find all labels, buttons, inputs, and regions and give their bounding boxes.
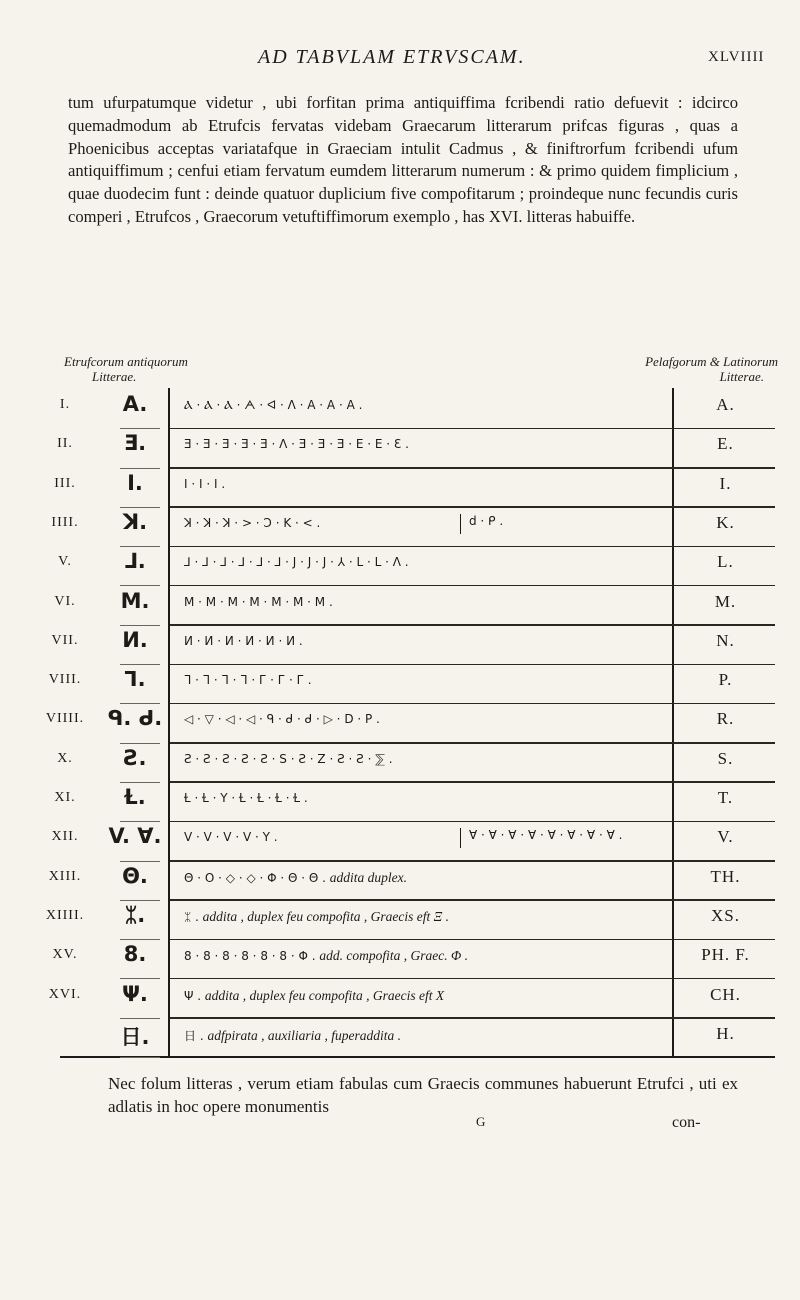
- latin-header-line2: Litterae.: [719, 369, 764, 384]
- table-row: [57, 429, 775, 468]
- etruscan-letter: Ƨ.: [123, 745, 147, 770]
- table-row: [54, 587, 775, 626]
- catchword: con-: [672, 1114, 701, 1131]
- etruscan-column-header: [64, 354, 188, 384]
- etruscan-letter: Ɫ.: [124, 785, 146, 809]
- latin-equivalent: A.: [716, 395, 735, 414]
- table-row: [48, 665, 775, 704]
- table-row: [54, 469, 775, 508]
- latin-equivalent: S.: [717, 748, 734, 768]
- table-row: [57, 744, 775, 783]
- latin-equivalent: T.: [717, 788, 734, 807]
- table-row: [52, 940, 775, 979]
- letter-variants: [184, 595, 669, 609]
- latin-equivalent: CH.: [710, 984, 741, 1004]
- etruscan-letter: M.: [120, 588, 150, 613]
- letter-variants: [184, 477, 669, 491]
- table-row: [60, 1019, 775, 1058]
- running-header: [0, 46, 800, 86]
- latin-header-line1: Pelafgorum & Latinorum: [645, 354, 778, 369]
- variant-note: addita duplex.: [329, 869, 408, 885]
- row-numeral: XIII.: [48, 868, 82, 884]
- latin-equivalent: XS.: [711, 905, 740, 925]
- letter-variants-secondary: Ɐ · Ɐ · Ɐ · Ɐ · Ɐ · Ɐ · Ɐ · Ɐ .: [460, 828, 669, 848]
- letter-variants: [184, 555, 669, 569]
- variant-note: addita , duplex feu compofita , Graecis eft Ξ .: [202, 908, 449, 924]
- etruscan-letter: ᑫ. ᑯ.: [107, 706, 163, 731]
- etruscan-letter: V. Ɐ.: [108, 824, 162, 849]
- closing-paragraph: [108, 1072, 738, 1118]
- variant-note: addita , duplex feu compofita , Graecis eft X: [204, 987, 445, 1003]
- signature-mark: G: [476, 1114, 486, 1129]
- variant-forms: Ψ .: [184, 988, 205, 1003]
- table-row: [51, 822, 775, 861]
- letter-variants: [184, 1027, 669, 1044]
- variant-forms: I · I · I .: [184, 476, 226, 491]
- etruscan-letter: A.: [122, 392, 148, 416]
- letter-variants: [184, 752, 669, 766]
- latin-column-header: [645, 354, 778, 384]
- etruscan-letter: ᒣ.: [124, 667, 146, 692]
- etruscan-header-line1: Etrufcorum antiquorum: [64, 354, 188, 369]
- row-numeral: II.: [57, 436, 73, 452]
- row-numeral: X.: [57, 750, 73, 766]
- variant-forms: M · M · M · M · M · M · M .: [184, 594, 333, 609]
- table-row: [45, 901, 775, 940]
- letter-variants: [184, 870, 669, 886]
- latin-equivalent: P.: [718, 670, 733, 690]
- letter-variants: [184, 791, 669, 805]
- etruscan-letter: Θ.: [122, 863, 148, 888]
- variant-forms: Ⲁ · Ⲁ · Ⲁ · ᗅ · ᐊ · Λ · A · A · A .: [184, 398, 363, 412]
- row-rule-left: [120, 1057, 160, 1058]
- variant-forms: V · V · V · V · Y .: [184, 830, 278, 845]
- table-row: [60, 547, 775, 586]
- latin-equivalent: H.: [716, 1023, 735, 1043]
- table-row: [60, 390, 775, 429]
- variant-forms: И · И · И · И · И · И .: [184, 633, 303, 648]
- variant-forms: ◁ · ▽ · ◁ · ◁ · ᑫ · ᑯ · ᑯ · ▷ · D · P .: [184, 712, 380, 727]
- variant-forms: ꓘ · ꓘ · ꓘ · > · Ↄ · K · < .: [184, 515, 321, 530]
- row-numeral: I.: [59, 397, 71, 412]
- variant-note: add. compofita , Graec. Φ .: [319, 948, 468, 964]
- letter-variants: [184, 673, 669, 687]
- variant-forms: Ƨ · Ƨ · Ƨ · Ƨ · Ƨ · S · Ƨ · Z · Ƨ · Ƨ · ⅀ .: [184, 751, 393, 766]
- variant-note: adfpirata , auxiliaria , fuperaddita .: [207, 1027, 401, 1043]
- row-numeral: XIIII.: [45, 907, 85, 923]
- latin-equivalent: PH. F.: [701, 945, 750, 965]
- row-numeral: XV.: [52, 947, 78, 963]
- intro-paragraph: [68, 92, 738, 229]
- variant-forms: ᛯ .: [184, 909, 203, 924]
- intro-text: tum ufurpatumque videtur , ubi forfitan prima antiquiffima fcribendi ratio defuevit : idcirco quemadmodum ab Etrufcis fervatas videbam Graecarum litterarum prifcas figuras , quas a Phoenicibus acceptas variatafque in Graeciam intulit Cadmus , & finiftrorfum fcribendi ufum antiquiffimum ; cenfui etiam fervatum eumdem litterarum numerum : & primo quidem fimplicium , quae duodecim funt : deinde quatuor duplicium five compofitarum ; proindeque nunc fecundis curis comperi , Etrufcos , Graecorum vetuftiffimorum exemplo , has XVI. litteras habuiffe.: [68, 93, 738, 226]
- row-numeral: V.: [58, 554, 72, 570]
- table-row: [48, 862, 775, 901]
- table-row: [54, 783, 775, 822]
- row-numeral: VIIII.: [45, 711, 85, 727]
- etruscan-letter: I.: [127, 470, 143, 495]
- table-row: [51, 626, 775, 665]
- row-numeral: III.: [54, 475, 76, 491]
- latin-equivalent: L.: [717, 552, 734, 572]
- latin-equivalent: M.: [714, 591, 737, 611]
- letter-variants: [184, 437, 669, 451]
- alphabet-table: [45, 388, 775, 1058]
- etruscan-letter: И.: [122, 627, 148, 652]
- row-numeral: IIII.: [51, 514, 79, 530]
- row-numeral: XI.: [54, 790, 76, 805]
- latin-equivalent: E.: [717, 434, 734, 454]
- closing-text: Nec folum litteras , verum etiam fabulas cum Graecis communes habuerunt Etrufci , uti ex adlatis in hoc opere monumentis: [108, 1074, 738, 1116]
- table-row: [51, 508, 775, 547]
- variant-forms: Ǝ · Ǝ · Ǝ · Ǝ · Ǝ · ⴷ · Ǝ · Ǝ · Ǝ · E · E · Ɛ .: [184, 437, 409, 452]
- page-footer: [0, 1114, 800, 1138]
- letter-variants: [184, 712, 669, 726]
- latin-equivalent: V.: [717, 827, 734, 847]
- etruscan-letter: Ǝ.: [123, 431, 147, 456]
- etruscan-letter: ᛯ.: [124, 902, 146, 927]
- etruscan-letter: 8.: [123, 942, 147, 967]
- letter-variants: [184, 988, 669, 1004]
- row-numeral: XVI.: [48, 986, 82, 1002]
- row-numeral: XII.: [51, 829, 79, 845]
- letter-variants: [184, 948, 669, 964]
- variant-forms: 日 .: [184, 1028, 208, 1043]
- running-title: AD TABVLAM ETRVSCAM.: [258, 46, 526, 68]
- variant-forms: ⅃ · ⅃ · ⅃ · ⅃ · ⅃ · ⅃ · J · J · J · ⅄ · L · L · Λ .: [184, 555, 409, 570]
- variant-forms: Ɫ · Ɫ · Y · Ɫ · Ɫ · Ɫ · Ɫ .: [184, 791, 308, 805]
- row-numeral: VIII.: [48, 672, 82, 688]
- etruscan-header-line2: Litterae.: [92, 369, 137, 384]
- table-row: [48, 980, 775, 1019]
- variant-forms: ᒣ · ᒣ · ᒣ · ᒣ · Г · Г · Г .: [184, 673, 312, 688]
- row-numeral: VII.: [51, 632, 79, 648]
- letter-variants: [184, 634, 669, 648]
- latin-equivalent: TH.: [710, 866, 741, 886]
- latin-equivalent: N.: [716, 630, 735, 650]
- letter-variants-secondary: d · ᑭ .: [460, 514, 669, 534]
- latin-equivalent: I.: [719, 473, 732, 493]
- variant-forms: 8 · 8 · 8 · 8 · 8 · 8 · Φ .: [184, 949, 320, 964]
- letter-variants: [184, 909, 669, 925]
- latin-equivalent: R.: [716, 709, 735, 729]
- table-row: [45, 704, 775, 743]
- etruscan-letter: Ψ.: [122, 981, 148, 1006]
- letter-variants: [184, 398, 669, 413]
- folio-number: XLVIIII: [708, 49, 765, 65]
- variant-forms: Θ · O · ◇ · ◇ · Φ · Θ · Θ .: [184, 870, 330, 885]
- etruscan-letter: 日.: [120, 1024, 150, 1049]
- etruscan-letter: ꓘ.: [122, 509, 148, 534]
- etruscan-letter: ⅃.: [124, 549, 146, 574]
- row-numeral: VI.: [54, 593, 76, 609]
- latin-equivalent: K.: [716, 512, 735, 532]
